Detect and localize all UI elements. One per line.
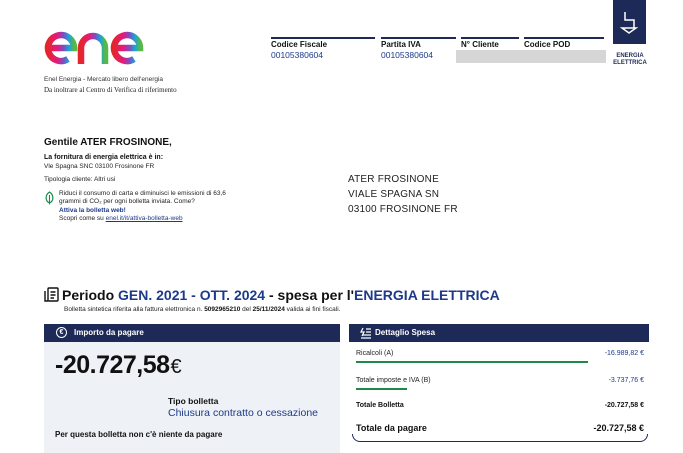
partita-iva — [381, 37, 456, 60]
period-title: Periodo GEN. 2021 - OTT. 2024 - spesa per l'ENERGIA ELETTRICA — [44, 287, 500, 303]
eco-line-2: grammi di CO₂ per ogni bolletta inviata. Come? — [59, 198, 195, 206]
euro-icon: € — [56, 327, 67, 338]
period-range: GEN. 2021 - OTT. 2024 — [118, 287, 266, 303]
eco-more: Scopri come su enel.it/it/attiva-bolletta-web — [59, 214, 183, 222]
nothing-due-text: Per questa bolletta non c'è niente da pagare — [55, 430, 223, 439]
forward-line: Da inoltrare al Centro di Verifica di riferimento — [44, 86, 177, 94]
bolt-icon — [360, 327, 372, 339]
address-line: VIALE SPAGNA SN — [348, 189, 440, 200]
numero-cliente — [461, 37, 519, 49]
ricalcoli-bar — [356, 361, 588, 363]
supply-address: Vle Spagna SNC 03100 Frosinone FR — [44, 163, 155, 170]
document-icon — [44, 287, 60, 302]
energia-badge — [613, 0, 646, 44]
invoice-date: 25/11/2024 — [252, 306, 285, 313]
currency-symbol: € — [170, 356, 182, 378]
eco-notice — [44, 190, 274, 223]
address-line: ATER FROSINONE — [348, 174, 439, 185]
activate-web-bill-link[interactable]: Attiva la bolletta web! — [59, 206, 126, 214]
payment-header — [44, 324, 340, 342]
tipologia-cliente: Tipologia cliente: Altri usi — [44, 176, 116, 183]
eco-line-1: Riduci il consumo di carta e diminuisci le emissioni di 63,6 — [59, 190, 226, 197]
plug-icon — [620, 10, 639, 34]
leaf-icon — [44, 191, 55, 205]
greeting: Gentile ATER FROSINONE, — [44, 137, 172, 148]
imposte-bar — [356, 388, 407, 390]
total-underline — [352, 434, 648, 442]
invoice-number: 5092965210 — [204, 306, 241, 313]
bill-type-value: Chiusura contratto o cessazione — [168, 407, 318, 419]
partita-iva-value: 00105380604 — [381, 50, 434, 60]
amount-due: -20.727,58€ — [55, 351, 182, 379]
codice-pod-label: Codice POD — [524, 40, 571, 49]
detail-title: Dettaglio Spesa — [375, 328, 436, 337]
codice-pod — [524, 37, 604, 49]
period-subtitle: Bolletta sintetica riferita alla fattura elettronica n. 5092965210 del 25/11/2024 valida ai fini fiscali. — [64, 306, 341, 313]
bill-type-label: Tipo bolletta — [168, 396, 219, 406]
energia-badge-label: ENERGIA ELETTRICA — [613, 53, 647, 66]
company-line: Enel Energia - Mercato libero dell'energia — [44, 76, 164, 83]
enel-logo — [44, 18, 174, 68]
partita-iva-label: Partita IVA — [381, 40, 421, 49]
codice-fiscale-value: 00105380604 — [271, 50, 324, 60]
address-line: 03100 FROSINONE FR — [348, 204, 458, 215]
postal-address — [348, 172, 458, 217]
supply-title: La fornitura di energia elettrica è in: — [44, 154, 164, 161]
eco-url-link[interactable]: enel.it/it/attiva-bolletta-web — [105, 214, 183, 222]
redacted-values — [456, 50, 606, 63]
codice-fiscale — [271, 37, 375, 60]
detail-header — [349, 324, 649, 342]
codice-fiscale-label: Codice Fiscale — [271, 40, 328, 49]
numero-cliente-label: N° Cliente — [461, 40, 499, 49]
commodity: ENERGIA ELETTRICA — [354, 287, 500, 303]
payment-title: Importo da pagare — [74, 328, 144, 337]
